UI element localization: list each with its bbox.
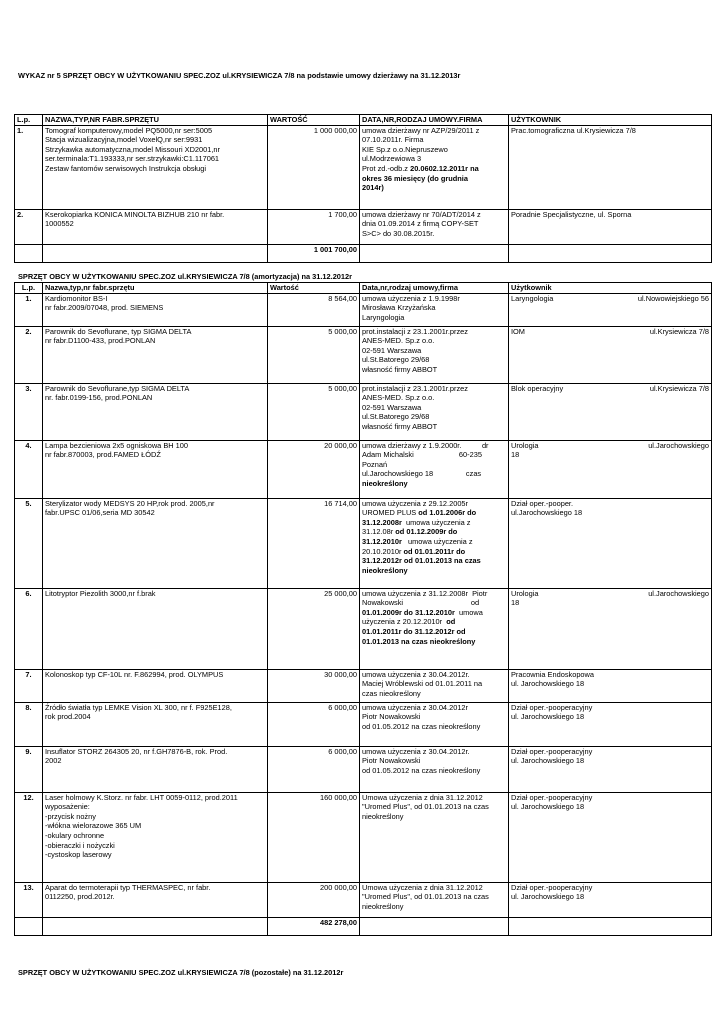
- user-address-line: 18: [511, 598, 520, 608]
- text-line: Mirosława Krzyżańska: [362, 303, 436, 313]
- text-line: 01.01.2011r do 31.12.2012r od: [362, 626, 466, 636]
- empty-cell: [15, 244, 43, 262]
- col-header-user: Użytkownik: [509, 283, 712, 294]
- total-row: [15, 244, 712, 262]
- table-row: [15, 792, 712, 882]
- text-line: Stacja wizualizacyjna,model VoxelQ,nr ser:9931: [45, 135, 203, 145]
- user-address-line: ul. Jarochowskiego 18: [511, 712, 585, 722]
- table-row: [15, 498, 712, 588]
- user-department: Urologia: [511, 588, 539, 598]
- equipment-name: [43, 498, 268, 588]
- contract-details: [360, 792, 509, 882]
- row-number: 2.: [15, 326, 43, 383]
- equipment-value: 1 000 000,00: [268, 125, 360, 209]
- text-line: umowa użyczenia z 30.04.2012r.: [362, 746, 470, 756]
- text-line: nr fabr.2009/07048, prod. SIEMENS: [45, 303, 164, 313]
- text-line: S>C> do 30.08.2015r.: [362, 228, 435, 238]
- user-location: [509, 383, 712, 440]
- user-address: ul.Krysiewicza 7/8: [649, 383, 709, 393]
- table-row: [15, 209, 712, 244]
- user-department: Dział oper.-pooperacyjny: [511, 746, 593, 756]
- row-number: 8.: [15, 702, 43, 746]
- text-line: od 01.05.2012 na czas nieokreślony: [362, 721, 481, 731]
- text-line: 07.10.2011r. Firma: [362, 135, 424, 145]
- row-number: 5.: [15, 498, 43, 588]
- text-line: czas nieokreślony: [362, 688, 421, 698]
- row-number: 13.: [15, 882, 43, 917]
- equipment-value: 30 000,00: [268, 669, 360, 702]
- text-line: fabr.UPSC 01/06,seria MD 30542: [45, 508, 155, 518]
- table-row: [15, 326, 712, 383]
- table-row: [15, 746, 712, 792]
- equipment-value: 20 000,00: [268, 440, 360, 498]
- text-line: własność firmy ABBOT: [362, 421, 438, 431]
- text-part: 20.10.2010r: [362, 546, 402, 556]
- text-line: Lampa bezcieniowa 2x5 ogniskowa BH 100: [45, 440, 188, 450]
- text-part: umowa użyczenia z: [401, 536, 473, 546]
- text-line: ul.Jarochowskiego 18 czas: [362, 469, 482, 479]
- user-location: [509, 498, 712, 588]
- col-header-contract: DATA,NR,RODZAJ UMOWY.FIRMA: [360, 115, 509, 126]
- text-line: Parownik do Sevoflurane,typ SIGMA DELTA: [45, 383, 190, 393]
- table-row: [15, 125, 712, 209]
- text-line: umowa użyczenia z 31.12.2008r Piotr: [362, 588, 488, 598]
- text-part: umowa użyczenia z: [401, 517, 471, 527]
- table-row: [15, 440, 712, 498]
- user-department: Blok operacyjny: [511, 383, 564, 393]
- text-line: -obieraczki i nożyczki: [45, 840, 115, 850]
- text-line: Litotryptor Piezolith 3000,nr f.brak: [45, 588, 156, 598]
- text-line: Kserokopiarka KONICA MINOLTA BIZHUB 210 nr fabr.: [45, 209, 225, 219]
- user-location: [509, 792, 712, 882]
- text-line: Umowa użyczenia z dnia 31.12.2012: [362, 882, 483, 892]
- equipment-name: [43, 440, 268, 498]
- text-part-bold: 31.12.2010r: [362, 536, 402, 546]
- text-line: Piotr Nowakowski: [362, 756, 421, 766]
- row-number: 9.: [15, 746, 43, 792]
- total-row: [15, 917, 712, 935]
- contract-details: [360, 669, 509, 702]
- equipment-name: [43, 746, 268, 792]
- equipment-name: [43, 326, 268, 383]
- borrowed-equipment-table: [14, 282, 712, 936]
- text-line: Poznań: [362, 459, 388, 469]
- equipment-value: 200 000,00: [268, 882, 360, 917]
- contract-details: [360, 293, 509, 326]
- empty-cell: [360, 917, 509, 935]
- text-part-bold: 20.0602.12.2011r na: [410, 163, 479, 173]
- text-part: 31.12.08r: [362, 527, 394, 537]
- text-part-bold: od 01.01.2011r do: [401, 546, 466, 556]
- user-address-line: ul. Jarochowskiego 18: [511, 802, 585, 812]
- equipment-name: [43, 792, 268, 882]
- user-location: [509, 669, 712, 702]
- equipment-name: [43, 125, 268, 209]
- table-row: [15, 293, 712, 326]
- text-part-bold: od 1.01.2006r do: [416, 508, 477, 518]
- text-line: [362, 537, 506, 547]
- user-line: [511, 327, 709, 337]
- col-header-user: UŻYTKOWNIK: [509, 115, 712, 126]
- user-department: Pracownia Endoskopowa: [511, 669, 594, 679]
- empty-cell: [509, 917, 712, 935]
- contract-details: [360, 326, 509, 383]
- text-part: UROMED PLUS: [362, 508, 417, 518]
- section-heading-other: SPRZĘT OBCY W UŻYTKOWANIU SPEC.ZOZ ul.KRYSIEWICZA 7/8 (pozostałe) na 31.12.2012r: [18, 968, 344, 977]
- text-line: ul.St.Batorego 29/68: [362, 355, 430, 365]
- lease-equipment-table: [14, 114, 712, 263]
- text-line: 01.01.2013 na czas nieokreślony: [362, 636, 476, 646]
- total-value: 482 278,00: [268, 917, 360, 935]
- row-number: 12.: [15, 792, 43, 882]
- contract-details: [360, 702, 509, 746]
- table-row: [15, 882, 712, 917]
- text-line: nieokreślony: [362, 811, 404, 821]
- text-line: umowa dzierżawy nr AZP/29/2011 z: [362, 125, 480, 135]
- text-line: [362, 617, 506, 627]
- text-line: dnia 01.09.2014 z firmą COPY-SET: [362, 219, 479, 229]
- user-line: [511, 441, 709, 451]
- text-line: umowa użyczenia z 30.04.2012r: [362, 702, 468, 712]
- document-title: WYKAZ nr 5 SPRZĘT OBCY W UŻYTKOWANIU SPEC.ZOZ ul.KRYSIEWICZA 7/8 na podstawie umowy dzierżawy na 31.12.2013r: [18, 71, 461, 80]
- row-number: 1.: [15, 125, 43, 209]
- equipment-name: [43, 702, 268, 746]
- user-address-line: ul.Jarochowskiego 18: [511, 508, 583, 518]
- equipment-value: 5 000,00: [268, 383, 360, 440]
- user-department: Dział oper.-pooper.: [511, 498, 574, 508]
- user-address-line: 18: [511, 450, 520, 460]
- user-department: Laryngologia: [511, 293, 554, 303]
- contract-details: [360, 882, 509, 917]
- text-line: 31.12.2012r od 01.01.2013 na czas: [362, 556, 481, 566]
- text-line: własność firmy ABBOT: [362, 364, 438, 374]
- text-line: Tomograf komputerowy,model PQ5000,nr ser:5005: [45, 125, 213, 135]
- table-row: [15, 588, 712, 669]
- row-number: 3.: [15, 383, 43, 440]
- col-header-value: Wartość: [268, 283, 360, 294]
- text-line: Adam Michalski 60-235: [362, 450, 482, 460]
- row-number: 7.: [15, 669, 43, 702]
- text-line: ANES-MED. Sp.z o.o.: [362, 336, 435, 346]
- user-address: ul.Jarochowskiego: [648, 588, 709, 598]
- equipment-value: 1 700,00: [268, 209, 360, 244]
- user-line: [511, 589, 709, 599]
- text-line: Maciej Wróblewski od 01.01.2011 na: [362, 679, 483, 689]
- text-line: 0112250, prod.2012r.: [45, 892, 115, 902]
- col-header-value: WARTOŚĆ: [268, 115, 360, 126]
- text-line: 02-591 Warszawa: [362, 345, 422, 355]
- user-address-line: ul. Jarochowskiego 18: [511, 892, 585, 902]
- text-line: -cystoskop laserowy: [45, 850, 112, 860]
- contract-details: [360, 209, 509, 244]
- text-line: [362, 164, 506, 174]
- text-line: Piotr Nowakowski: [362, 712, 421, 722]
- text-line: [362, 508, 506, 518]
- user-department: IOM: [511, 326, 525, 336]
- text-line: nr fabr.D1100-433, prod.PONLAN: [45, 336, 156, 346]
- text-line: ANES-MED. Sp.z o.o.: [362, 393, 435, 403]
- text-line: Kolonoskop typ CF-10L nr. F.862994, prod. OLYMPUS: [45, 669, 224, 679]
- text-line: ul.Modrzewiowa 3: [362, 154, 422, 164]
- section-heading-amortization: SPRZĘT OBCY W UŻYTKOWANIU SPEC.ZOZ ul.KRYSIEWICZA 7/8 (amortyzacja) na 31.12.2012r: [18, 272, 353, 281]
- table-row: [15, 702, 712, 746]
- text-line: nr fabr.870003, prod.FAMED ŁÓDŹ: [45, 450, 161, 460]
- text-line: [362, 518, 506, 528]
- col-header-lp: L.p.: [15, 283, 43, 294]
- user-department: Dział oper.-pooperacyjny: [511, 882, 593, 892]
- text-line: Kardiomonitor BS-I: [45, 293, 108, 303]
- equipment-value: 6 000,00: [268, 702, 360, 746]
- user-location: [509, 702, 712, 746]
- row-number: 6.: [15, 588, 43, 669]
- text-line: Sterylizator wody MEDSYS 20 HP,rok prod. 2005,nr: [45, 498, 215, 508]
- contract-details: [360, 498, 509, 588]
- user-address: ul.Nowowiejskiego 56: [637, 293, 709, 303]
- text-line: -włókna wielorazowe 365 UM: [45, 821, 142, 831]
- text-line: Laryngologia: [362, 312, 405, 322]
- text-part: umowa: [454, 607, 483, 617]
- text-line: od 01.05.2012 na czas nieokreślony: [362, 765, 481, 775]
- table-header-row: [15, 115, 712, 126]
- text-line: 2014r): [362, 183, 384, 193]
- equipment-name: [43, 383, 268, 440]
- equipment-name: [43, 209, 268, 244]
- equipment-name: [43, 669, 268, 702]
- user-line: [511, 294, 709, 304]
- text-line: Umowa użyczenia z dnia 31.12.2012: [362, 792, 483, 802]
- text-line: Laser holmowy K.Storz. nr fabr. LHT 0059-0112, prod.2011: [45, 792, 238, 802]
- contract-details: [360, 125, 509, 209]
- user-location: [509, 293, 712, 326]
- text-part-bold: 31.12.2008r: [362, 517, 402, 527]
- empty-cell: [509, 244, 712, 262]
- text-part-bold: od: [446, 617, 456, 627]
- text-line: nieokreślony: [362, 565, 408, 575]
- text-line: [362, 547, 506, 557]
- text-line: 02-591 Warszawa: [362, 402, 422, 412]
- text-line: [362, 608, 506, 618]
- text-line: 1000552: [45, 219, 74, 229]
- text-line: -przycisk nożny: [45, 811, 96, 821]
- user-department: Urologia: [511, 440, 539, 450]
- row-number: 4.: [15, 440, 43, 498]
- contract-details: [360, 383, 509, 440]
- text-line: okres 36 miesięcy (do grudnia: [362, 173, 468, 183]
- contract-details: [360, 440, 509, 498]
- user-address-line: ul. Jarochowskiego 18: [511, 679, 585, 689]
- user-address-line: ul. Jarochowskiego 18: [511, 756, 585, 766]
- contract-details: [360, 588, 509, 669]
- text-line: Insuflator STORZ 264305 20, nr f.GH7876-B, rok. Prod.: [45, 746, 228, 756]
- text-line: nr. fabr.0199-156, prod.PONLAN: [45, 393, 153, 403]
- text-line: umowa użyczenia z 30.04.2012r.: [362, 669, 470, 679]
- col-header-contract: Data,nr,rodzaj umowy,firma: [360, 283, 509, 294]
- user-location: Prac.tomograficzna ul.Krysiewicza 7/8: [509, 125, 712, 209]
- empty-cell: [360, 244, 509, 262]
- equipment-value: 16 714,00: [268, 498, 360, 588]
- text-part-bold: 01.01.2009r do 31.12.2010r: [362, 607, 455, 617]
- user-location: Poradnie Specjalistyczne, ul. Sporna: [509, 209, 712, 244]
- equipment-value: 25 000,00: [268, 588, 360, 669]
- equipment-value: 160 000,00: [268, 792, 360, 882]
- text-line: rok prod.2004: [45, 712, 91, 722]
- text-part: użyczenia z 20.12.2010r: [362, 617, 447, 627]
- row-number: 2.: [15, 209, 43, 244]
- user-location: [509, 746, 712, 792]
- total-value: 1 001 700,00: [268, 244, 360, 262]
- text-line: prot.instalacji z 23.1.2001r.przez: [362, 326, 468, 336]
- text-line: Zestaw fantomów serwisowych Instrukcja obsługi: [45, 163, 207, 173]
- text-part: Nowakowski od: [362, 598, 480, 608]
- col-header-name: Nazwa,typ,nr fabr.sprzętu: [43, 283, 268, 294]
- text-line: ser.terminala:T1.193333,nr ser.strzykawki:C1.117061: [45, 154, 220, 164]
- text-line: "Uromed Plus", od 01.01.2013 na czas: [362, 802, 489, 812]
- text-line: [362, 598, 506, 608]
- user-location: [509, 588, 712, 669]
- user-department: Dział oper.-pooperacyjny: [511, 702, 593, 712]
- equipment-name: [43, 293, 268, 326]
- text-line: wyposażenie:: [45, 802, 90, 812]
- user-location: [509, 440, 712, 498]
- text-line: KIE Sp.z o.o.Niepruszewo: [362, 144, 448, 154]
- text-line: umowa dzierżawy z 1.9.2000r. dr: [362, 440, 489, 450]
- equipment-value: 8 564,00: [268, 293, 360, 326]
- text-line: -okulary ochronne: [45, 830, 105, 840]
- user-location: [509, 326, 712, 383]
- text-line: "Uromed Plus", od 01.01.2013 na czas: [362, 892, 489, 902]
- text-line: ul.St.Batorego 29/68: [362, 412, 430, 422]
- table-row: [15, 383, 712, 440]
- user-location: [509, 882, 712, 917]
- text-line: 2002: [45, 756, 62, 766]
- text-line: Parownik do Sevoflurane, typ SIGMA DELTA: [45, 326, 192, 336]
- contract-details: [360, 746, 509, 792]
- table-row: [15, 669, 712, 702]
- text-line: [362, 527, 506, 537]
- text-line: nieokreślony: [362, 478, 408, 488]
- user-department: Dział oper.-pooperacyjny: [511, 792, 593, 802]
- text-line: nieokreślony: [362, 901, 404, 911]
- equipment-value: 6 000,00: [268, 746, 360, 792]
- empty-cell: [15, 917, 43, 935]
- text-line: prot.instalacji z 23.1.2001r.przez: [362, 383, 468, 393]
- text-part: Prot zd.-odb.z: [362, 163, 409, 173]
- equipment-value: 5 000,00: [268, 326, 360, 383]
- empty-cell: [43, 917, 268, 935]
- user-address: ul.Jarochowskiego: [648, 440, 709, 450]
- col-header-lp: L.p.: [15, 115, 43, 126]
- empty-cell: [43, 244, 268, 262]
- user-line: [511, 384, 709, 394]
- table-header-row: [15, 283, 712, 294]
- text-line: umowa dzierżawy nr 70/ADT/2014 z: [362, 209, 481, 219]
- col-header-name: NAZWA,TYP,NR FABR.SPRZĘTU: [43, 115, 268, 126]
- text-part-bold: od 01.12.2009r do: [393, 527, 458, 537]
- user-address: ul.Krysiewicza 7/8: [649, 326, 709, 336]
- equipment-name: [43, 882, 268, 917]
- equipment-name: [43, 588, 268, 669]
- row-number: 1.: [15, 293, 43, 326]
- text-line: Aparat do termoterapii typ THERMASPEC, nr fabr.: [45, 882, 211, 892]
- text-line: umowa użyczenia z 1.9.1998r: [362, 293, 460, 303]
- text-line: umowa użyczenia z 29.12.2005r: [362, 498, 468, 508]
- text-line: Strzykawka automatyczna,model Missouri XD2001,nr: [45, 144, 220, 154]
- text-line: Źródło światła typ LEMKE Vision XL 300, nr f. F925E128,: [45, 702, 232, 712]
